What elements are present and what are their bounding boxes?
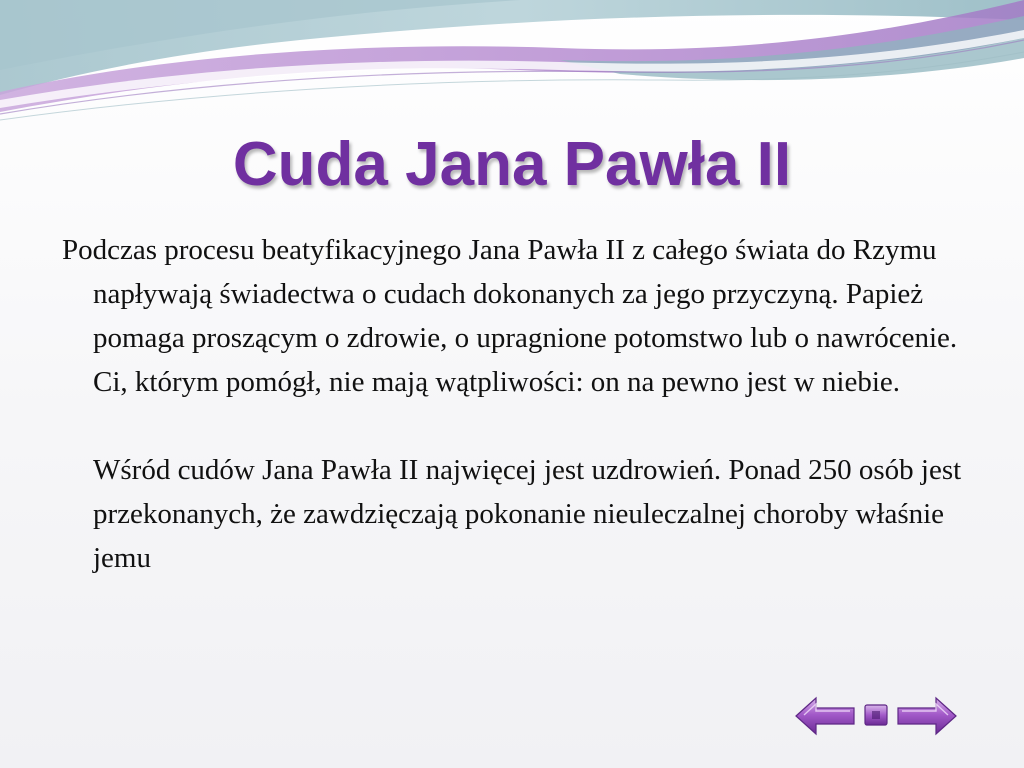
body-paragraph-1: Podczas procesu beatyfikacyjnego Jana Pawła II z całego świata do Rzymu napływają świadectwa o cudach dokonanych za jego przyczyną. Papież pomaga proszącym o zdrowie, o upragnione potomstwo lub o nawrócenie. Ci, którym pomógł, nie mają wątpliwości: on na pewno jest w niebie. bbox=[62, 234, 958, 398]
home-square-icon bbox=[862, 700, 890, 730]
previous-slide-button[interactable] bbox=[794, 694, 856, 738]
arrow-left-icon bbox=[794, 694, 856, 738]
home-button[interactable] bbox=[862, 700, 890, 730]
body-paragraph-2: Wśród cudów Jana Pawła II najwięcej jest uzdrowień. Ponad 250 osób jest przekonanych, że zawdzięczają pokonanie nieuleczalnej choroby właśnie jemu bbox=[93, 454, 962, 574]
arrow-right-icon bbox=[896, 694, 958, 738]
slide-title: Cuda Jana Pawła II bbox=[232, 130, 792, 199]
slide-body bbox=[62, 228, 972, 580]
decorative-swoosh-header bbox=[0, 0, 1024, 130]
next-slide-button[interactable] bbox=[896, 694, 958, 738]
